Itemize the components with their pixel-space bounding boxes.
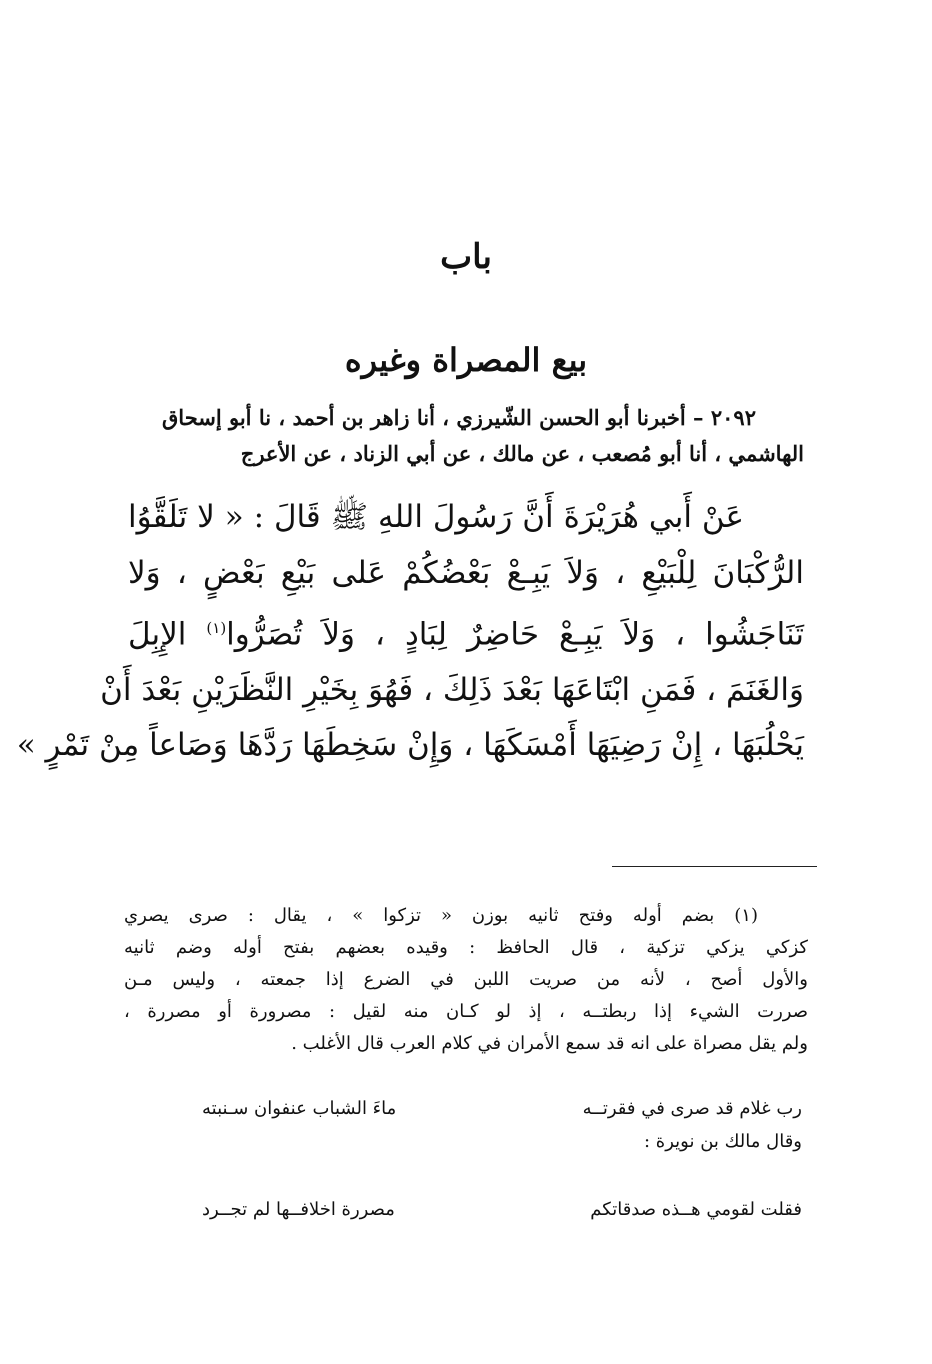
footnote-line: كزكي يزكي تزكية ، قال الحافظ : وقيده بعضهم بفتح أوله وضم ثانيه xyxy=(124,937,808,958)
matn-line: يَحْلُبَهَا ، إِنْ رَضِيَهَا أَمْسَكَهَا ، وَإِنْ سَخِطَهَا رَدَّهَا وَصَاعاً مِنْ تَمْرٍ » xyxy=(16,727,804,764)
poetry-verse xyxy=(202,1093,802,1125)
footnote-divider xyxy=(612,866,817,867)
footnote-reference: (١) xyxy=(206,619,227,637)
hadith-matn xyxy=(16,490,804,774)
matn-line: عَنْ أَبي هُرَيْرَةَ أَنَّ رَسُولَ اللهِ ﷺ قَالَ : « لا تَلَقَّوُا xyxy=(128,499,744,535)
footnote-line: والأول أصح ، لأنه من صريت اللبن في الضرع إذا جمعته ، وليس مـن xyxy=(124,969,808,990)
chapter-subtitle: بيع المصراة وغيره xyxy=(344,341,588,379)
matn-line: الرُّكْبَانَ لِلْبَيْعِ ، وَلاَ يَبِـعْ بَعْضُكُمْ عَلى بَيْعِ بَعْضٍ ، وَلا xyxy=(128,554,804,591)
matn-line-text: تَنَاجَشُوا ، وَلاَ يَبِـعْ حَاضِرٌ لِبَادٍ ، وَلاَ تُصَرُّوا xyxy=(226,616,804,653)
verse-second-hemistich: ماءَ الشباب عنفوان سـنبته xyxy=(202,1098,397,1119)
footnote-line: ولم يقل مصراة على انه قد سمع الأمران في كلام العرب قال الأغلب . xyxy=(291,1033,808,1054)
matn-line: وَالغَنَمَ ، فَمَنِ ابْتَاعَهَا بَعْدَ ذَلِكَ ، فَهُوَ بِخَيْرِ النَّظَرَيْنِ بَعْدَ أَنْ xyxy=(100,671,804,708)
isnad-line: ٢٠٩٢ – أخبرنا أبو الحسن الشّيرزي ، أنا زاهر بن أحمد ، نا أبو إسحاق xyxy=(162,405,756,430)
footnotes xyxy=(124,900,808,1060)
footnote-line: (١) بضم أوله وفتح ثانيه بوزن « تزكوا » ، يقال : صرى يصري xyxy=(124,905,758,926)
verse-first-hemistich: فقلت لقومي هــذه صدقاتكم xyxy=(590,1199,802,1220)
isnad-line: الهاشمي ، أنا أبو مُصعب ، عن مالك ، عن أبي الزناد ، عن الأعرج xyxy=(240,441,804,466)
verse-introduction: وقال مالك بن نويرة : xyxy=(644,1131,802,1152)
chapter-heading: باب xyxy=(440,237,492,277)
verse-second-hemistich: مصررة اخلافــها لم تجــرد xyxy=(202,1199,395,1220)
poetry-verse xyxy=(202,1194,802,1226)
matn-line-tail: الإِبِلَ xyxy=(128,616,187,653)
verse-first-hemistich: رب غلام قد صرى في فقرتــه xyxy=(582,1098,802,1119)
hadith-isnad xyxy=(128,400,804,472)
matn-line xyxy=(128,601,804,663)
footnote-line: صررت الشيء إذا ربطتــه ، إذ لو كـان منه لقيل : مصرورة أو مصررة ، xyxy=(124,1001,808,1022)
